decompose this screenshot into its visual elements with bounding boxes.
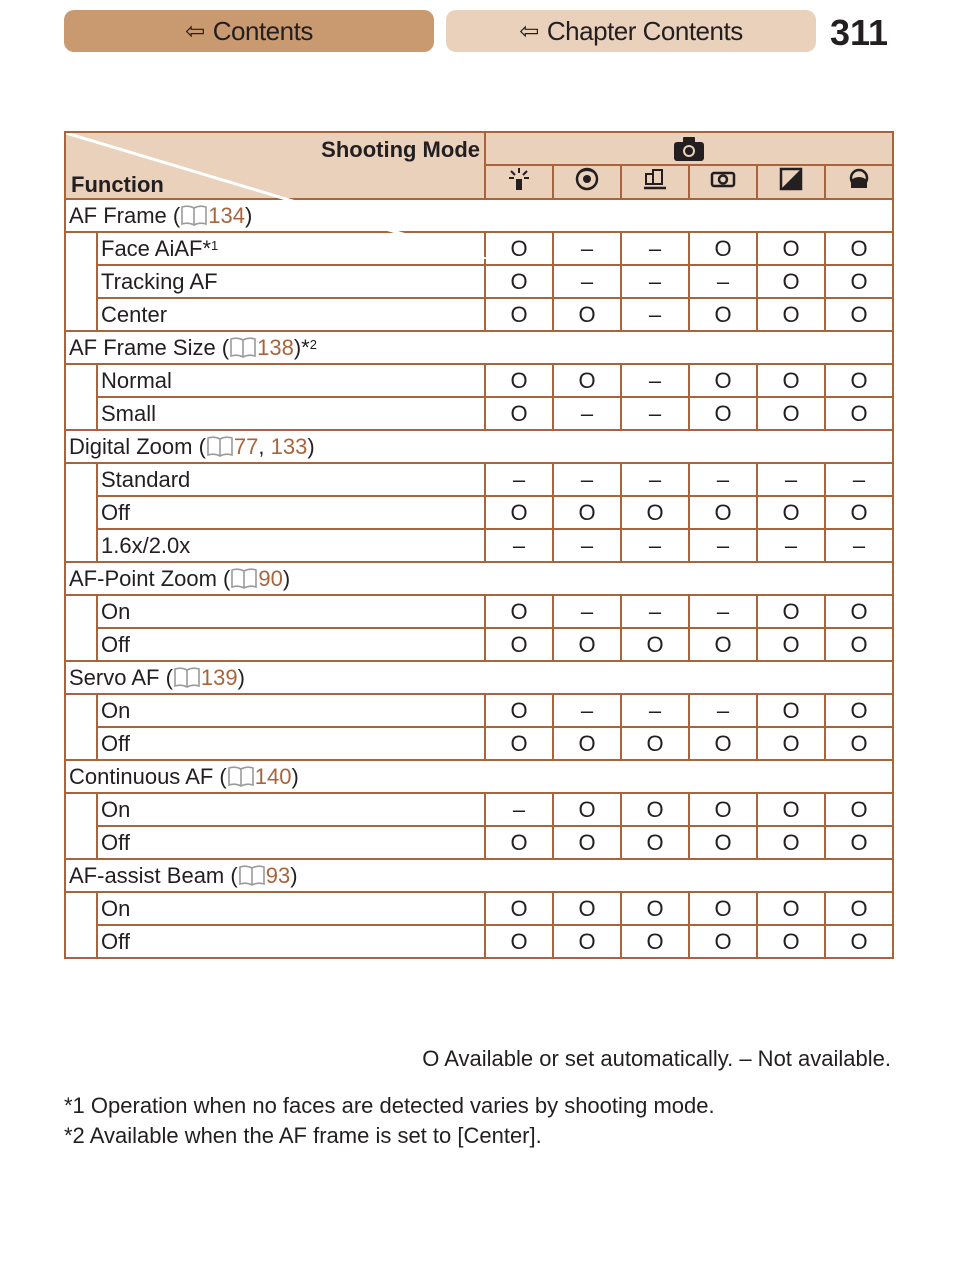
table-header-corner <box>65 132 485 199</box>
availability-cell: O <box>621 628 689 661</box>
availability-cell: O <box>689 826 757 859</box>
availability-cell: – <box>553 265 621 298</box>
availability-cell: – <box>689 595 757 628</box>
availability-cell: O <box>825 892 893 925</box>
book-reference-icon <box>206 435 234 457</box>
availability-cell: O <box>553 298 621 331</box>
indent-gutter <box>65 463 97 562</box>
option-label <box>97 628 485 661</box>
availability-cell: O <box>757 265 825 298</box>
option-label <box>97 529 485 562</box>
availability-cell: O <box>485 298 553 331</box>
availability-cell: O <box>757 595 825 628</box>
availability-cell: O <box>485 232 553 265</box>
mode-column-header <box>553 165 621 199</box>
availability-cell: O <box>485 265 553 298</box>
page-reference-link[interactable]: 134 <box>208 202 245 228</box>
section-label-tail: ) <box>307 433 315 459</box>
chapter-contents-button[interactable] <box>446 10 816 52</box>
availability-cell: – <box>825 463 893 496</box>
availability-cell: O <box>485 364 553 397</box>
section-row <box>65 562 893 595</box>
table-row <box>65 826 893 859</box>
option-label-text: On <box>101 697 131 723</box>
option-label-text: Off <box>101 730 130 756</box>
option-label-text: Off <box>101 928 130 954</box>
legend-text: O Available or set automatically. – Not available. <box>422 1046 891 1071</box>
availability-cell: O <box>757 496 825 529</box>
back-arrow-icon: ⇦ <box>185 17 205 45</box>
availability-cell: O <box>553 826 621 859</box>
availability-cell: O <box>689 298 757 331</box>
availability-cell: O <box>485 925 553 958</box>
fireworks-icon <box>506 172 532 197</box>
option-label-text: Off <box>101 631 130 657</box>
availability-cell: O <box>825 793 893 826</box>
mode-column-header <box>757 165 825 199</box>
camera-icon <box>673 136 705 162</box>
availability-cell: O <box>825 628 893 661</box>
section-label-tail: ) <box>291 763 299 789</box>
availability-cell: O <box>689 364 757 397</box>
page-reference-link[interactable]: 139 <box>200 664 238 690</box>
mode-column-header <box>825 165 893 199</box>
availability-cell: O <box>621 892 689 925</box>
table-row <box>65 496 893 529</box>
availability-cell: – <box>621 298 689 331</box>
book-reference-icon <box>230 567 258 589</box>
availability-cell: O <box>689 397 757 430</box>
section-label-text: Digital Zoom ( <box>69 433 206 459</box>
indent-gutter <box>65 364 97 430</box>
option-label <box>97 265 485 298</box>
section-label-tail: )* <box>293 334 310 360</box>
function-table <box>64 131 894 959</box>
table-row <box>65 793 893 826</box>
footnote-marker: 2 <box>309 336 317 352</box>
availability-cell: O <box>757 364 825 397</box>
contents-button[interactable] <box>64 10 434 52</box>
indent-gutter <box>65 892 97 958</box>
footnote-2: *2 Available when the AF frame is set to [Center]. <box>64 1123 542 1148</box>
availability-cell: – <box>621 232 689 265</box>
option-label <box>97 925 485 958</box>
availability-cell: – <box>621 463 689 496</box>
availability-cell: O <box>757 694 825 727</box>
availability-cell: O <box>825 397 893 430</box>
page-reference-link[interactable]: 93 <box>265 862 291 888</box>
section-row <box>65 331 893 364</box>
availability-cell: O <box>757 727 825 760</box>
section-label <box>65 760 893 793</box>
availability-cell: O <box>621 925 689 958</box>
book-reference-icon <box>227 765 255 787</box>
availability-cell: – <box>621 364 689 397</box>
availability-cell: O <box>825 826 893 859</box>
monochrome-icon <box>778 172 804 197</box>
availability-cell: O <box>825 694 893 727</box>
availability-cell: O <box>757 925 825 958</box>
availability-cell: – <box>621 694 689 727</box>
availability-cell: O <box>825 727 893 760</box>
section-label-text: AF Frame ( <box>69 202 181 228</box>
table-row <box>65 694 893 727</box>
footnote-marker: 1 <box>211 237 219 253</box>
availability-cell: O <box>485 892 553 925</box>
section-label-text: AF-Point Zoom ( <box>69 565 231 591</box>
table-row <box>65 397 893 430</box>
miniature-icon <box>642 172 668 197</box>
table-row <box>65 595 893 628</box>
availability-cell: O <box>825 925 893 958</box>
availability-cell: O <box>757 793 825 826</box>
availability-cell: O <box>825 298 893 331</box>
mode-column-header <box>621 165 689 199</box>
fisheye-icon <box>574 172 600 197</box>
table-row <box>65 727 893 760</box>
availability-cell: O <box>553 925 621 958</box>
option-label <box>97 496 485 529</box>
availability-cell: – <box>757 529 825 562</box>
mode-column-header <box>689 165 757 199</box>
option-label-text: On <box>101 796 131 822</box>
availability-cell: – <box>621 265 689 298</box>
availability-cell: – <box>621 397 689 430</box>
availability-cell: O <box>825 595 893 628</box>
availability-cell: – <box>553 463 621 496</box>
availability-cell: – <box>553 529 621 562</box>
section-label <box>65 331 893 364</box>
option-label-text: Standard <box>101 466 191 492</box>
availability-cell: O <box>553 727 621 760</box>
section-label <box>65 859 893 892</box>
section-label-text: AF-assist Beam ( <box>69 862 238 888</box>
availability-cell: – <box>485 793 553 826</box>
availability-cell: O <box>621 727 689 760</box>
toy-camera-icon <box>710 172 736 197</box>
option-label <box>97 826 485 859</box>
option-label <box>97 727 485 760</box>
option-label-text: Small <box>101 400 157 426</box>
footnote-1: *1 Operation when no faces are detected varies by shooting mode. <box>64 1093 715 1118</box>
option-label-text: Normal <box>101 367 172 393</box>
table-row <box>65 265 893 298</box>
option-label-text: On <box>101 598 131 624</box>
section-row <box>65 661 893 694</box>
table-row <box>65 892 893 925</box>
option-label-text: Tracking AF <box>101 268 218 294</box>
page-reference-link[interactable]: 133 <box>270 433 308 459</box>
availability-cell: O <box>553 628 621 661</box>
option-label-text: Face AiAF* <box>101 235 212 261</box>
availability-cell: O <box>621 826 689 859</box>
availability-cell: O <box>757 232 825 265</box>
availability-cell: – <box>689 463 757 496</box>
contents-label: Contents <box>212 15 313 46</box>
availability-cell: O <box>825 265 893 298</box>
availability-cell: O <box>757 892 825 925</box>
option-label <box>97 463 485 496</box>
availability-cell: – <box>553 397 621 430</box>
page-number: 311 <box>830 12 889 53</box>
table-row <box>65 463 893 496</box>
availability-cell: O <box>825 232 893 265</box>
chapter-contents-label: Chapter Contents <box>546 15 743 46</box>
table-row <box>65 925 893 958</box>
availability-cell: O <box>553 364 621 397</box>
book-reference-icon <box>173 666 201 688</box>
table-row <box>65 628 893 661</box>
option-label-text: 1.6x/2.0x <box>101 532 191 558</box>
option-label <box>97 694 485 727</box>
page-reference-link[interactable]: 140 <box>254 763 292 789</box>
section-label-tail: ) <box>290 862 298 888</box>
availability-cell: O <box>689 925 757 958</box>
availability-cell: – <box>553 232 621 265</box>
section-label-tail: ) <box>237 664 245 690</box>
availability-cell: O <box>485 694 553 727</box>
option-label-text: On <box>101 895 131 921</box>
option-label <box>97 892 485 925</box>
availability-cell: O <box>553 793 621 826</box>
indent-gutter <box>65 694 97 760</box>
section-label <box>65 430 893 463</box>
availability-cell: O <box>485 727 553 760</box>
book-reference-icon <box>229 336 257 358</box>
section-label-tail: ) <box>282 565 291 591</box>
ref-separator: , <box>258 433 271 459</box>
option-label-text: Off <box>101 829 130 855</box>
availability-cell: – <box>689 694 757 727</box>
option-label-text: Center <box>101 301 168 327</box>
availability-cell: – <box>553 595 621 628</box>
availability-cell: – <box>689 265 757 298</box>
availability-cell: O <box>689 892 757 925</box>
option-label <box>97 364 485 397</box>
page-reference-link[interactable]: 138 <box>257 334 294 360</box>
availability-cell: O <box>689 496 757 529</box>
back-arrow-icon: ⇦ <box>519 17 539 45</box>
availability-cell: – <box>621 529 689 562</box>
table-row <box>65 529 893 562</box>
function-header: Function <box>71 172 164 197</box>
availability-cell: – <box>485 463 553 496</box>
section-label-text: Servo AF ( <box>69 664 173 690</box>
section-label-tail: ) <box>244 202 253 228</box>
availability-cell: O <box>621 793 689 826</box>
availability-cell: – <box>485 529 553 562</box>
book-reference-icon <box>238 864 266 886</box>
availability-cell: O <box>485 628 553 661</box>
section-label-text: AF Frame Size ( <box>69 334 230 360</box>
page-reference-link[interactable]: 77 <box>233 433 259 459</box>
option-label <box>97 298 485 331</box>
table-row <box>65 364 893 397</box>
section-label-text: Continuous AF ( <box>69 763 227 789</box>
availability-cell: O <box>485 595 553 628</box>
option-label <box>97 595 485 628</box>
availability-cell: O <box>825 364 893 397</box>
section-row <box>65 859 893 892</box>
page-reference-link[interactable]: 90 <box>258 565 283 591</box>
availability-cell: O <box>689 628 757 661</box>
snow-icon <box>846 172 872 197</box>
section-row <box>65 430 893 463</box>
availability-cell: – <box>621 595 689 628</box>
availability-cell: O <box>757 298 825 331</box>
availability-cell: O <box>757 628 825 661</box>
availability-cell: O <box>757 397 825 430</box>
shooting-mode-header: Shooting Mode <box>321 137 480 162</box>
availability-cell: O <box>485 826 553 859</box>
option-label <box>97 397 485 430</box>
availability-cell: O <box>689 727 757 760</box>
availability-cell: O <box>485 397 553 430</box>
availability-cell: O <box>553 892 621 925</box>
availability-cell: – <box>757 463 825 496</box>
availability-cell: – <box>689 529 757 562</box>
availability-cell: O <box>485 496 553 529</box>
indent-gutter <box>65 595 97 661</box>
indent-gutter <box>65 793 97 859</box>
availability-cell: O <box>689 232 757 265</box>
table-row <box>65 298 893 331</box>
availability-cell: O <box>689 793 757 826</box>
availability-cell: O <box>825 496 893 529</box>
section-label <box>65 562 893 595</box>
section-label <box>65 661 893 694</box>
mode-column-header <box>485 165 553 199</box>
availability-cell: O <box>757 826 825 859</box>
availability-cell: – <box>553 694 621 727</box>
availability-cell: – <box>825 529 893 562</box>
availability-cell: O <box>621 496 689 529</box>
section-row <box>65 760 893 793</box>
availability-cell: O <box>553 496 621 529</box>
option-label-text: Off <box>101 499 130 525</box>
camera-mode-header <box>485 132 893 165</box>
option-label <box>97 793 485 826</box>
